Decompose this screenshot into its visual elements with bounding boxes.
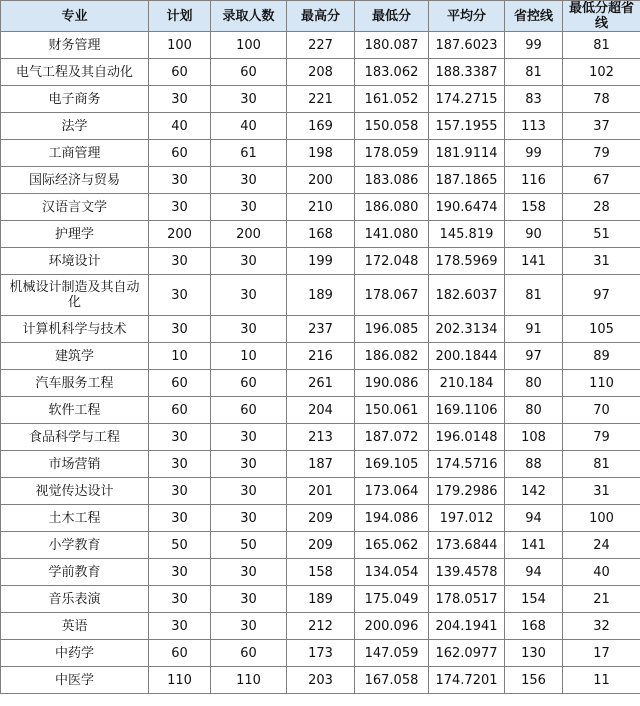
avg-score-cell: 197.012 <box>429 505 505 532</box>
min-score-cell: 178.067 <box>355 275 429 316</box>
min-score-cell: 134.054 <box>355 559 429 586</box>
admitted-cell: 100 <box>211 32 287 59</box>
min-score-cell: 190.086 <box>355 370 429 397</box>
table-row <box>1 424 640 451</box>
admitted-cell: 30 <box>211 478 287 505</box>
min-over-line-cell: 102 <box>563 59 640 86</box>
max-score-cell: 212 <box>287 613 355 640</box>
max-score-cell: 198 <box>287 140 355 167</box>
province-line-cell: 156 <box>505 667 563 694</box>
max-score-cell: 208 <box>287 59 355 86</box>
min-score-cell: 183.062 <box>355 59 429 86</box>
admitted-cell: 60 <box>211 59 287 86</box>
major-cell: 食品科学与工程 <box>1 424 149 451</box>
min-over-line-cell: 78 <box>563 86 640 113</box>
max-score-cell: 203 <box>287 667 355 694</box>
table-row <box>1 613 640 640</box>
min-score-cell: 172.048 <box>355 248 429 275</box>
table-row <box>1 640 640 667</box>
avg-score-cell: 169.1106 <box>429 397 505 424</box>
table-row <box>1 505 640 532</box>
major-cell: 电气工程及其自动化 <box>1 59 149 86</box>
major-cell: 学前教育 <box>1 559 149 586</box>
admitted-cell: 60 <box>211 370 287 397</box>
min-over-line-cell: 79 <box>563 140 640 167</box>
min-score-cell: 150.061 <box>355 397 429 424</box>
avg-score-cell: 187.6023 <box>429 32 505 59</box>
major-cell: 软件工程 <box>1 397 149 424</box>
plan-cell: 60 <box>149 59 211 86</box>
max-score-cell: 173 <box>287 640 355 667</box>
province-line-cell: 91 <box>505 316 563 343</box>
admitted-cell: 40 <box>211 113 287 140</box>
min-over-line-cell: 79 <box>563 424 640 451</box>
major-cell: 视觉传达设计 <box>1 478 149 505</box>
table-row <box>1 316 640 343</box>
min-over-line-cell: 21 <box>563 586 640 613</box>
major-cell: 汽车服务工程 <box>1 370 149 397</box>
min-score-cell: 186.080 <box>355 194 429 221</box>
major-cell: 计算机科学与技术 <box>1 316 149 343</box>
table-row <box>1 248 640 275</box>
avg-score-cell: 202.3134 <box>429 316 505 343</box>
plan-cell: 30 <box>149 505 211 532</box>
province-line-cell: 108 <box>505 424 563 451</box>
min-score-cell: 200.096 <box>355 613 429 640</box>
province-line-cell: 99 <box>505 140 563 167</box>
province-line-cell: 80 <box>505 370 563 397</box>
max-score-cell: 227 <box>287 32 355 59</box>
province-line-cell: 141 <box>505 532 563 559</box>
avg-score-cell: 139.4578 <box>429 559 505 586</box>
header-cell-province-line: 省控线 <box>505 1 563 32</box>
major-cell: 机械设计制造及其自动化 <box>1 275 149 316</box>
min-score-cell: 180.087 <box>355 32 429 59</box>
avg-score-cell: 173.6844 <box>429 532 505 559</box>
max-score-cell: 200 <box>287 167 355 194</box>
max-score-cell: 199 <box>287 248 355 275</box>
admitted-cell: 60 <box>211 640 287 667</box>
table-body <box>1 32 640 694</box>
admitted-cell: 60 <box>211 397 287 424</box>
province-line-cell: 94 <box>505 505 563 532</box>
min-score-cell: 173.064 <box>355 478 429 505</box>
min-over-line-cell: 81 <box>563 32 640 59</box>
province-line-cell: 90 <box>505 221 563 248</box>
avg-score-cell: 200.1844 <box>429 343 505 370</box>
min-over-line-cell: 89 <box>563 343 640 370</box>
province-line-cell: 113 <box>505 113 563 140</box>
header-cell-min-score: 最低分 <box>355 1 429 32</box>
min-score-cell: 161.052 <box>355 86 429 113</box>
max-score-cell: 189 <box>287 275 355 316</box>
table-row <box>1 370 640 397</box>
province-line-cell: 88 <box>505 451 563 478</box>
max-score-cell: 261 <box>287 370 355 397</box>
max-score-cell: 201 <box>287 478 355 505</box>
max-score-cell: 221 <box>287 86 355 113</box>
max-score-cell: 158 <box>287 559 355 586</box>
major-cell: 法学 <box>1 113 149 140</box>
avg-score-cell: 188.3387 <box>429 59 505 86</box>
max-score-cell: 169 <box>287 113 355 140</box>
province-line-cell: 94 <box>505 559 563 586</box>
header-cell-plan: 计划 <box>149 1 211 32</box>
major-cell: 英语 <box>1 613 149 640</box>
table-row <box>1 194 640 221</box>
min-over-line-cell: 28 <box>563 194 640 221</box>
plan-cell: 10 <box>149 343 211 370</box>
max-score-cell: 209 <box>287 532 355 559</box>
plan-cell: 200 <box>149 221 211 248</box>
province-line-cell: 99 <box>505 32 563 59</box>
province-line-cell: 81 <box>505 59 563 86</box>
avg-score-cell: 204.1941 <box>429 613 505 640</box>
min-over-line-cell: 32 <box>563 613 640 640</box>
plan-cell: 30 <box>149 559 211 586</box>
plan-cell: 30 <box>149 194 211 221</box>
min-score-cell: 187.072 <box>355 424 429 451</box>
plan-cell: 40 <box>149 113 211 140</box>
avg-score-cell: 181.9114 <box>429 140 505 167</box>
plan-cell: 50 <box>149 532 211 559</box>
plan-cell: 30 <box>149 451 211 478</box>
avg-score-cell: 157.1955 <box>429 113 505 140</box>
avg-score-cell: 174.2715 <box>429 86 505 113</box>
min-over-line-cell: 24 <box>563 532 640 559</box>
plan-cell: 30 <box>149 613 211 640</box>
min-over-line-cell: 17 <box>563 640 640 667</box>
table-row <box>1 343 640 370</box>
plan-cell: 110 <box>149 667 211 694</box>
major-cell: 建筑学 <box>1 343 149 370</box>
min-over-line-cell: 110 <box>563 370 640 397</box>
admitted-cell: 30 <box>211 451 287 478</box>
min-score-cell: 194.086 <box>355 505 429 532</box>
min-over-line-cell: 31 <box>563 478 640 505</box>
table-row <box>1 86 640 113</box>
min-over-line-cell: 70 <box>563 397 640 424</box>
header-cell-min-over-line: 最低分超省线 <box>563 1 640 32</box>
header-cell-admitted: 录取人数 <box>211 1 287 32</box>
table-row <box>1 32 640 59</box>
admitted-cell: 61 <box>211 140 287 167</box>
min-score-cell: 196.085 <box>355 316 429 343</box>
plan-cell: 60 <box>149 370 211 397</box>
min-score-cell: 183.086 <box>355 167 429 194</box>
province-line-cell: 142 <box>505 478 563 505</box>
min-over-line-cell: 51 <box>563 221 640 248</box>
plan-cell: 30 <box>149 478 211 505</box>
province-line-cell: 116 <box>505 167 563 194</box>
header-row <box>1 1 640 32</box>
admitted-cell: 30 <box>211 316 287 343</box>
min-score-cell: 169.105 <box>355 451 429 478</box>
plan-cell: 60 <box>149 397 211 424</box>
major-cell: 市场营销 <box>1 451 149 478</box>
table-row <box>1 451 640 478</box>
avg-score-cell: 190.6474 <box>429 194 505 221</box>
province-line-cell: 97 <box>505 343 563 370</box>
major-cell: 工商管理 <box>1 140 149 167</box>
plan-cell: 30 <box>149 424 211 451</box>
avg-score-cell: 162.0977 <box>429 640 505 667</box>
max-score-cell: 204 <box>287 397 355 424</box>
table-row <box>1 113 640 140</box>
table-row <box>1 140 640 167</box>
major-cell: 护理学 <box>1 221 149 248</box>
min-over-line-cell: 40 <box>563 559 640 586</box>
plan-cell: 30 <box>149 167 211 194</box>
plan-cell: 100 <box>149 32 211 59</box>
min-score-cell: 147.059 <box>355 640 429 667</box>
table-row <box>1 532 640 559</box>
min-score-cell: 178.059 <box>355 140 429 167</box>
major-cell: 汉语言文学 <box>1 194 149 221</box>
max-score-cell: 213 <box>287 424 355 451</box>
avg-score-cell: 210.184 <box>429 370 505 397</box>
plan-cell: 30 <box>149 586 211 613</box>
admitted-cell: 50 <box>211 532 287 559</box>
min-score-cell: 150.058 <box>355 113 429 140</box>
admitted-cell: 30 <box>211 248 287 275</box>
table-row <box>1 667 640 694</box>
province-line-cell: 81 <box>505 275 563 316</box>
table-row <box>1 221 640 248</box>
plan-cell: 30 <box>149 248 211 275</box>
min-score-cell: 165.062 <box>355 532 429 559</box>
table-row <box>1 397 640 424</box>
plan-cell: 30 <box>149 316 211 343</box>
table-row <box>1 59 640 86</box>
province-line-cell: 141 <box>505 248 563 275</box>
avg-score-cell: 174.7201 <box>429 667 505 694</box>
max-score-cell: 209 <box>287 505 355 532</box>
province-line-cell: 154 <box>505 586 563 613</box>
admitted-cell: 110 <box>211 667 287 694</box>
header-cell-avg-score: 平均分 <box>429 1 505 32</box>
min-score-cell: 141.080 <box>355 221 429 248</box>
min-over-line-cell: 31 <box>563 248 640 275</box>
province-line-cell: 80 <box>505 397 563 424</box>
min-score-cell: 175.049 <box>355 586 429 613</box>
header-cell-major: 专业 <box>1 1 149 32</box>
max-score-cell: 187 <box>287 451 355 478</box>
header-cell-max-score: 最高分 <box>287 1 355 32</box>
avg-score-cell: 187.1865 <box>429 167 505 194</box>
table-row <box>1 478 640 505</box>
admitted-cell: 30 <box>211 613 287 640</box>
major-cell: 国际经济与贸易 <box>1 167 149 194</box>
avg-score-cell: 178.5969 <box>429 248 505 275</box>
max-score-cell: 168 <box>287 221 355 248</box>
min-over-line-cell: 37 <box>563 113 640 140</box>
plan-cell: 30 <box>149 275 211 316</box>
major-cell: 土木工程 <box>1 505 149 532</box>
admitted-cell: 30 <box>211 559 287 586</box>
admitted-cell: 200 <box>211 221 287 248</box>
major-cell: 中医学 <box>1 667 149 694</box>
major-cell: 中药学 <box>1 640 149 667</box>
min-over-line-cell: 97 <box>563 275 640 316</box>
admitted-cell: 30 <box>211 86 287 113</box>
major-cell: 财务管理 <box>1 32 149 59</box>
min-over-line-cell: 100 <box>563 505 640 532</box>
table-row <box>1 167 640 194</box>
avg-score-cell: 145.819 <box>429 221 505 248</box>
plan-cell: 60 <box>149 640 211 667</box>
admitted-cell: 30 <box>211 424 287 451</box>
max-score-cell: 210 <box>287 194 355 221</box>
max-score-cell: 189 <box>287 586 355 613</box>
table-row <box>1 559 640 586</box>
major-cell: 环境设计 <box>1 248 149 275</box>
max-score-cell: 237 <box>287 316 355 343</box>
min-over-line-cell: 67 <box>563 167 640 194</box>
admitted-cell: 30 <box>211 194 287 221</box>
avg-score-cell: 182.6037 <box>429 275 505 316</box>
major-cell: 音乐表演 <box>1 586 149 613</box>
min-over-line-cell: 81 <box>563 451 640 478</box>
avg-score-cell: 174.5716 <box>429 451 505 478</box>
table-row <box>1 586 640 613</box>
province-line-cell: 158 <box>505 194 563 221</box>
min-over-line-cell: 11 <box>563 667 640 694</box>
plan-cell: 60 <box>149 140 211 167</box>
province-line-cell: 130 <box>505 640 563 667</box>
admitted-cell: 30 <box>211 275 287 316</box>
min-score-cell: 186.082 <box>355 343 429 370</box>
max-score-cell: 216 <box>287 343 355 370</box>
major-cell: 电子商务 <box>1 86 149 113</box>
major-cell: 小学教育 <box>1 532 149 559</box>
min-over-line-cell: 105 <box>563 316 640 343</box>
admitted-cell: 30 <box>211 505 287 532</box>
admitted-cell: 10 <box>211 343 287 370</box>
admitted-cell: 30 <box>211 586 287 613</box>
avg-score-cell: 196.0148 <box>429 424 505 451</box>
admitted-cell: 30 <box>211 167 287 194</box>
avg-score-cell: 178.0517 <box>429 586 505 613</box>
province-line-cell: 83 <box>505 86 563 113</box>
avg-score-cell: 179.2986 <box>429 478 505 505</box>
province-line-cell: 168 <box>505 613 563 640</box>
min-score-cell: 167.058 <box>355 667 429 694</box>
plan-cell: 30 <box>149 86 211 113</box>
table-row <box>1 275 640 316</box>
